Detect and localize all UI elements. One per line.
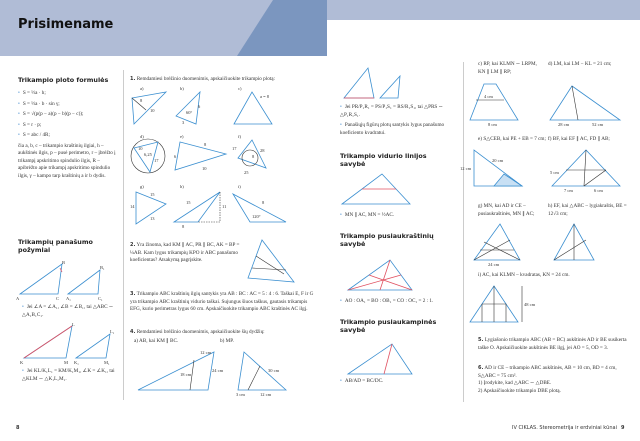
svg-text:B₁: B₁ (100, 265, 105, 270)
svg-text:13: 13 (150, 216, 155, 221)
svg-text:28 cm: 28 cm (558, 122, 570, 127)
problem-6-part-2: 2) Apskaičiuokite trikampio DBE plotą. (478, 387, 561, 394)
bisector-heading: Trikampio pusiaukampinės savybė (340, 318, 437, 334)
page-title: Prisimename (18, 17, 114, 32)
svg-text:7 cm: 7 cm (564, 188, 573, 193)
problem-4i: i) AC, kai KLMN – kvadratas, KN = 24 cm. (478, 272, 570, 278)
area-formulas-box (18, 76, 118, 180)
header-band-right (327, 0, 640, 20)
page-number-left: 8 (16, 425, 20, 431)
problem-2: 2. Yra žinoma, kad KM ∥ AC, PR ∥ BC, AK = BP = ¼AB. Kam lygus trikampių KPO ir ABC panašumo koeficientas? Atsakymą pagrįskite. (130, 242, 240, 264)
svg-text:8: 8 (252, 154, 255, 159)
page-number-right: 9 (621, 425, 625, 431)
svg-text:i): i) (238, 184, 241, 189)
svg-text:48 cm: 48 cm (524, 302, 536, 307)
svg-text:f): f) (238, 134, 241, 139)
svg-text:120°: 120° (252, 214, 261, 219)
svg-text:8: 8 (182, 224, 185, 229)
svg-text:8: 8 (204, 142, 207, 147)
similarity-box (18, 238, 118, 254)
median-rule: • AO : OA₁ = BO : OB₁ = CO : OC₁ = 2 : 1. (340, 298, 434, 304)
svg-text:10: 10 (138, 146, 143, 151)
svg-text:25: 25 (244, 170, 249, 175)
midline-rule: • MN ∥ AC, MN = ½AC. (340, 212, 395, 218)
svg-text:17: 17 (232, 146, 237, 151)
formula: • S = ½a · b · sin γ; (18, 100, 60, 107)
problem-4e: e) S△CEB, kai PE + EB = 7 cm; (478, 136, 546, 142)
column-divider (463, 62, 464, 402)
svg-text:L: L (72, 322, 75, 327)
problem-1-figures (128, 86, 318, 231)
similar-triangles-1 (18, 262, 118, 302)
bisector-rule: • AB/AD = BC/DC. (340, 378, 384, 384)
formula: • S = ½a · h; (18, 90, 46, 96)
svg-text:6: 6 (198, 104, 201, 109)
figures-g-h (470, 222, 635, 267)
svg-text:15: 15 (150, 192, 155, 197)
svg-text:3 cm: 3 cm (236, 392, 245, 397)
problem-1: 1. Remdamiesi brėžinio duomenimis, apskaičiuokite trikampio plotą: (130, 76, 275, 82)
problem-2-figure (246, 238, 306, 288)
svg-text:12 cm: 12 cm (460, 166, 472, 171)
svg-text:a): a) (140, 86, 144, 91)
svg-text:8: 8 (140, 98, 143, 103)
problem-4b: b) MP. (220, 338, 234, 344)
svg-text:30 cm: 30 cm (268, 368, 280, 373)
svg-text:A: A (16, 296, 20, 301)
svg-text:d): d) (140, 134, 144, 139)
problem-5: 5. Lygiašonio trikampio ABC (AB = BC) aukštinės AD ir BE susikerta taške O. Apskaičiuokite aukštinės BE ilgį, jei AO = 5, OD = 3. (478, 337, 627, 351)
svg-text:K: K (20, 360, 24, 365)
svg-text:18 cm: 18 cm (180, 372, 192, 377)
footer-chapter: IV CIKLAS. Stereometrija ir erdviniai kūnai (512, 425, 617, 431)
svg-text:24 cm: 24 cm (212, 368, 224, 373)
figures-e-f (460, 148, 635, 193)
svg-text:a = 8: a = 8 (260, 94, 270, 99)
svg-text:3: 3 (182, 120, 185, 125)
svg-text:12 cm: 12 cm (200, 350, 212, 355)
svg-text:C: C (56, 296, 60, 301)
svg-text:6,25: 6,25 (144, 152, 152, 157)
svg-text:24 cm: 24 cm (488, 262, 500, 267)
formula: • S = abc / 4R; (18, 132, 50, 139)
svg-text:b): b) (180, 86, 184, 91)
median-figure (346, 258, 421, 294)
problem-4d: d) LM, kai LM − KL = 21 cm; (548, 61, 612, 67)
problem-6: 6. AD ir CE – trikampio ABC aukštinės, AB = 10 cm, BD = 4 cm, S△ABC = 75 cm². 1) Įrodykite, kad △ABC ∼ △DBE. 2) Apskaičiuokite trikampio DBE plotą. (478, 365, 633, 395)
similarity-rule-1: • Jei ∠A = ∠A₁, ∠B = ∠B₁, tai △ABC ∼ △A₁B₁C₁. (22, 304, 114, 318)
area-heading: Trikampio ploto formulės (18, 76, 109, 84)
svg-text:12 cm: 12 cm (260, 392, 272, 397)
svg-text:K₁: K₁ (74, 360, 79, 365)
problem-6-part-1: 1) Įrodykite, kad △ABC ∼ △DBE. (478, 380, 552, 387)
problem-4g: g) MN, kai AD ir CE – pusiaukraštinės, MN ∥ AC; (478, 203, 535, 217)
svg-text:B: B (62, 260, 66, 265)
figure-i (470, 284, 550, 329)
area-ratio-rule: • Panašiųjų figūrų plotų santykis lygus panašumo koeficiento kvadratui. (340, 122, 445, 136)
problem-4-figures (136, 350, 296, 395)
problem-4c: c) RP, kai KLMN ∼ LRPM, KN ∥ LM ∥ RP; (478, 61, 537, 75)
svg-text:28: 28 (260, 148, 265, 153)
svg-text:6: 6 (174, 154, 177, 159)
svg-text:10: 10 (150, 108, 155, 113)
svg-text:52 cm: 52 cm (592, 122, 604, 127)
svg-text:15: 15 (186, 200, 191, 205)
column-divider (123, 70, 124, 400)
svg-text:c): c) (238, 86, 242, 91)
svg-text:17: 17 (154, 158, 159, 163)
figures-c-d (470, 82, 635, 127)
svg-text:10: 10 (202, 166, 207, 171)
svg-text:A₁: A₁ (66, 296, 71, 301)
midline-figure (340, 172, 415, 208)
formula: • S = r · p; (18, 121, 42, 128)
similarity-rule-3: • Jei PR/P₁R₁ = PS/P₁S₁ = RS/R₁S₁, tai △PRS ∼ △P₁R₁S₁. (340, 104, 443, 118)
svg-text:5 cm: 5 cm (550, 170, 559, 175)
svg-text:4 cm: 4 cm (484, 94, 493, 99)
formula-list (18, 90, 118, 140)
header-accent (237, 0, 327, 56)
svg-text:M₁: M₁ (104, 360, 110, 365)
svg-text:14: 14 (130, 204, 135, 209)
bisector-figure (346, 342, 421, 378)
svg-text:C₁: C₁ (98, 296, 103, 301)
svg-text:20 cm: 20 cm (492, 158, 504, 163)
problem-4a: a) AB, kai KM ∥ BC. (134, 338, 179, 344)
formula: • S = √(p(p − a)(p − b)(p − c)); (18, 111, 84, 118)
problem-4: 4. Remdamiesi brėžinio duomenimis, apskaičiuokite šių dydžių: (130, 329, 265, 335)
svg-text:M: M (64, 360, 69, 365)
svg-text:8: 8 (262, 200, 265, 205)
svg-text:L₁: L₁ (110, 329, 115, 334)
svg-text:8 cm: 8 cm (488, 122, 497, 127)
problem-4h: h) EF, kai △ABC – lygiakraštis, BE = 12√3 cm; (548, 203, 627, 217)
midline-heading: Trikampio vidurio linijos savybė (340, 152, 427, 168)
similar-triangles-3 (342, 66, 412, 102)
svg-text:g): g) (140, 184, 144, 189)
svg-text:11: 11 (222, 204, 227, 209)
svg-text:h): h) (180, 184, 184, 189)
similarity-heading: Trikampių panašumo požymiai (18, 238, 93, 254)
area-note: čia a, b, c – trikampio kraštinių ilgiai, h – aukštinės ilgis, p – pusė perimetro, r – įbrėžto į trikampį apskritimo spindulio ilgis, R – apibrėžto apie trikampį apskritimo spindulio ilgis, γ – kampo tarp kraštinių a ir b dydis. (18, 142, 116, 179)
problem-3: 3. Trikampio ABC kraštinių ilgių santykis yra AB : BC : AC = 5 : 4 : 6. Taškai E, F ir G yra trikampio ABC kraštinių vidurio taškai. Sujungus šiuos taškus, gautasis trikampis EFG, kurio perimetras lygus 60 cm. Apskaičiuokite trikampio ABC kraštinės AC ilgį. (130, 291, 314, 313)
svg-text:e): e) (180, 134, 184, 139)
similar-triangles-2 (22, 324, 122, 364)
median-heading: Trikampio pusiaukraštinių savybė (340, 232, 434, 248)
similarity-rule-2: • Jei KL/K₁L₁ = KM/K₁M₁, ∠K = ∠K₁, tai △KLM ∼ △K₁L₁M₁. (22, 368, 115, 382)
svg-text:6 cm: 6 cm (594, 188, 603, 193)
svg-text:60°: 60° (186, 110, 193, 115)
problem-4f: f) BF, kai EF ∥ AC, FD ∥ AB; (548, 136, 610, 142)
